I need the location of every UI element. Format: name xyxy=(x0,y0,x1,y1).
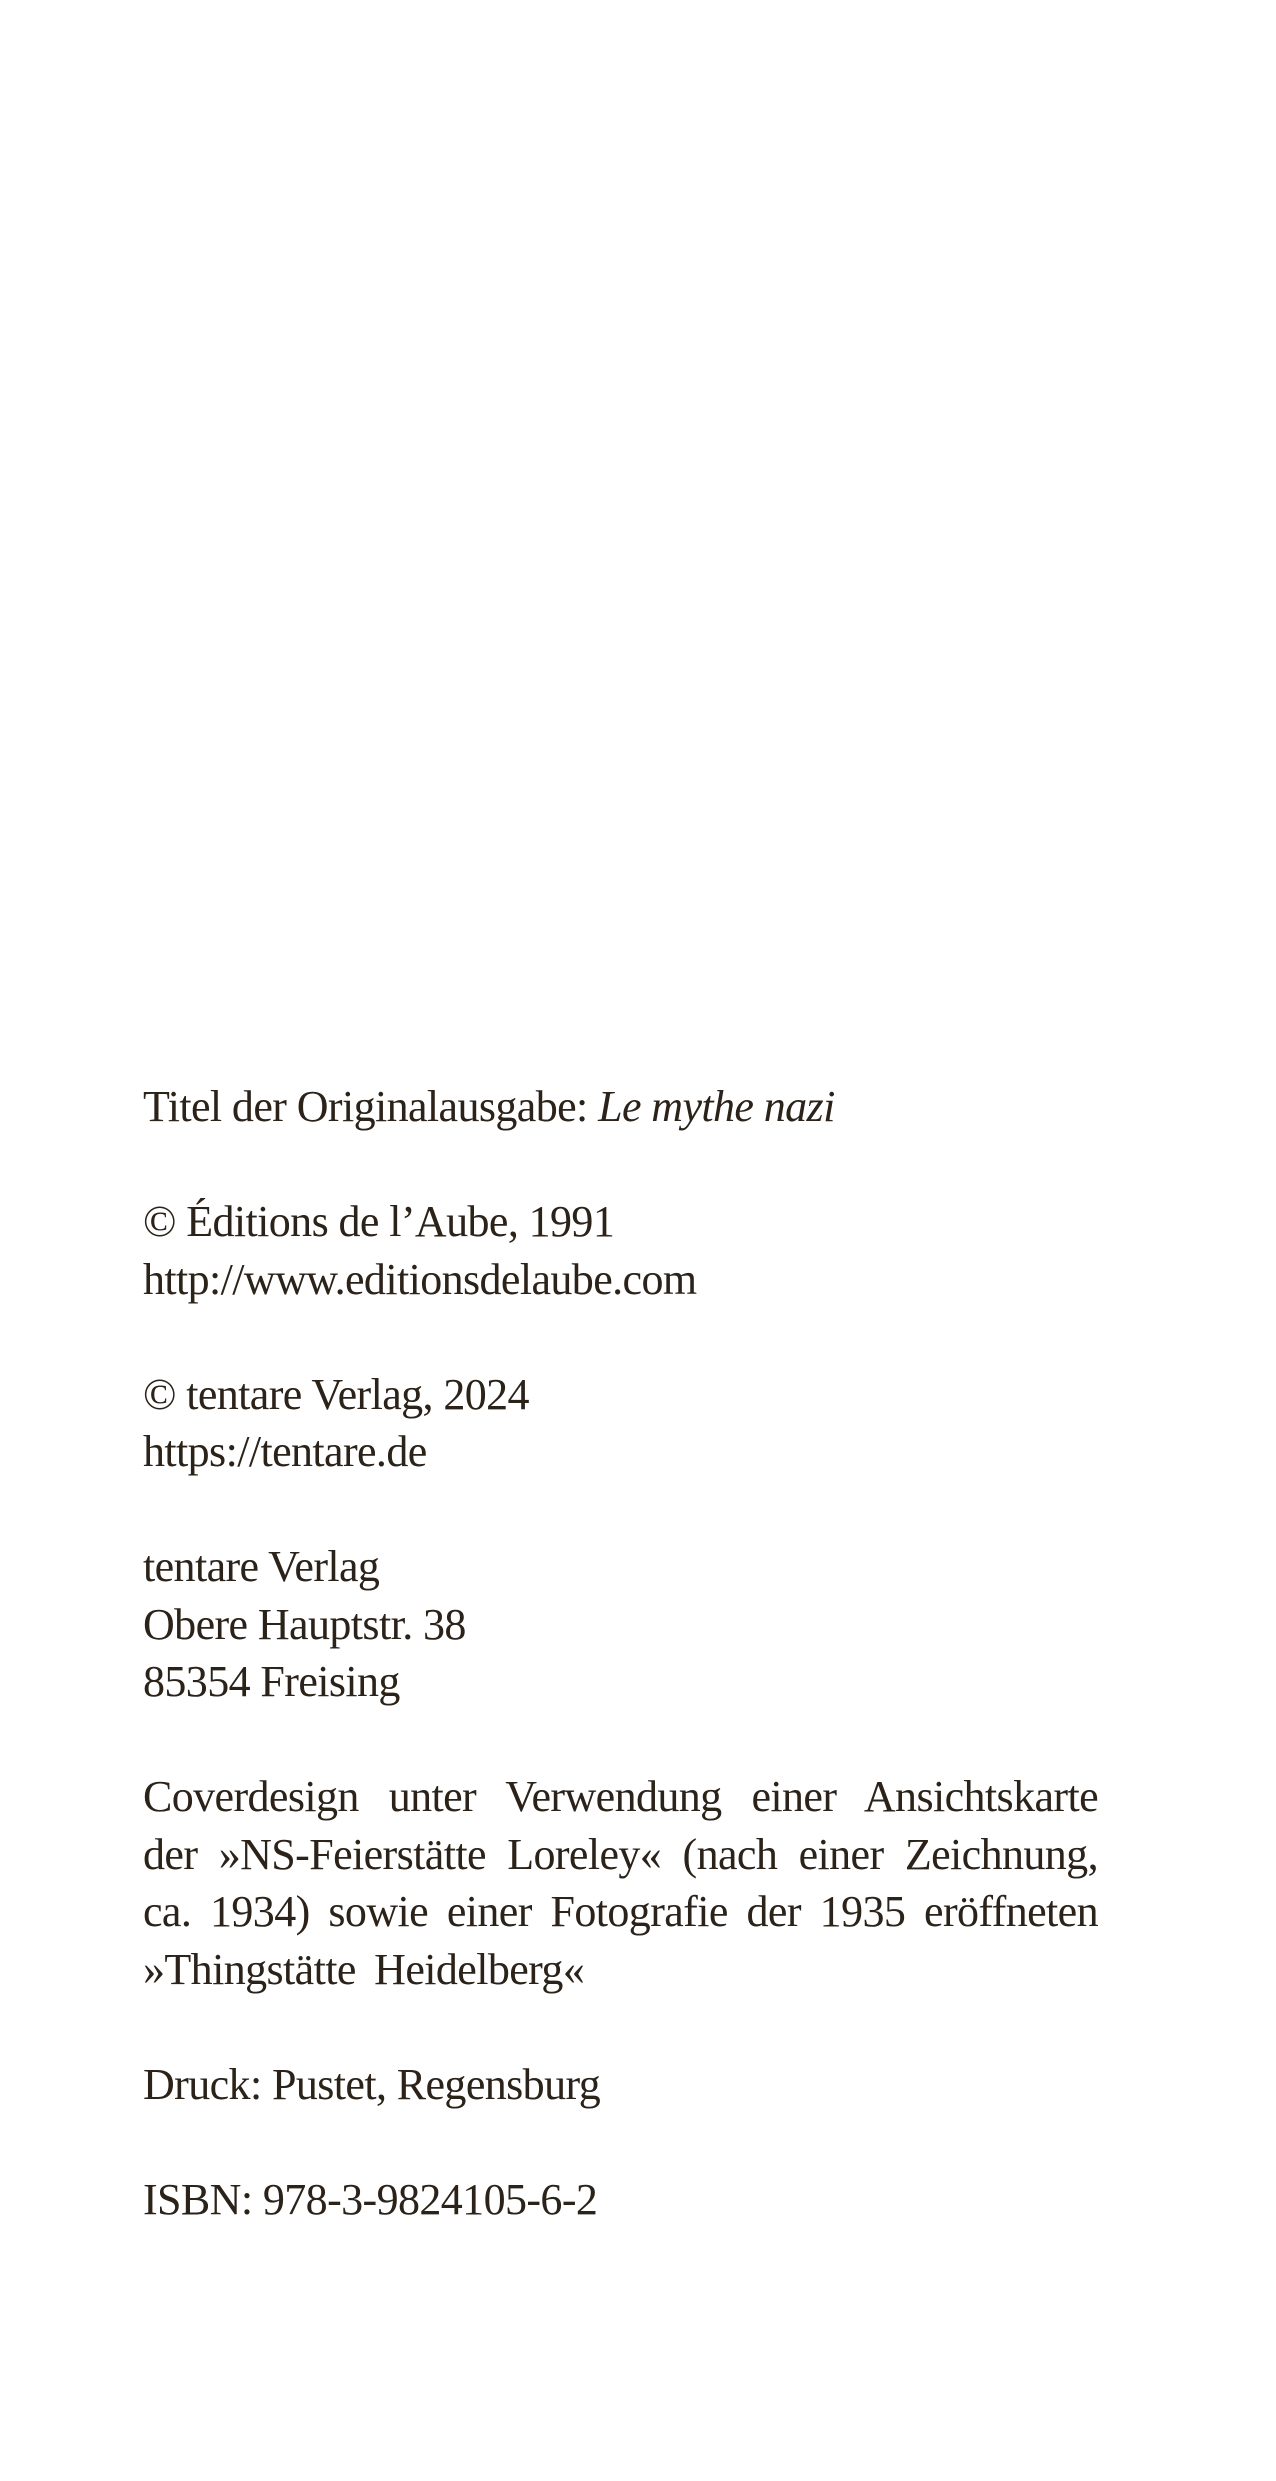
original-title-line xyxy=(143,1078,1098,1136)
publisher-copyright: © tentare Verlag, 2024 xyxy=(143,1369,529,1419)
isbn-block xyxy=(143,2171,1098,2229)
cover-credit-line: »Thingstätte Heidelberg« xyxy=(143,1944,585,1994)
publisher-url: https://tentare.de xyxy=(143,1427,427,1476)
cover-credit-line: ca. 1934) sowie einer Fotografie der 1935 eröffneten xyxy=(143,1887,1098,1936)
original-title-block xyxy=(143,1078,1098,1136)
printer-block xyxy=(143,2056,1098,2114)
original-publisher-copyright: © Éditions de l’Aube, 1991 xyxy=(143,1197,615,1246)
publisher-address-block xyxy=(143,1538,1098,1711)
cover-credit-line: der »NS-Feierstätte Loreley« (nach einer Zeichnung, xyxy=(143,1829,1098,1879)
printer-credit: Druck: Pustet, Regensburg xyxy=(143,2059,601,2109)
imprint-page xyxy=(143,1078,1098,2286)
original-title: Le mythe nazi xyxy=(598,1082,835,1131)
publisher-city: 85354 Freising xyxy=(143,1657,400,1706)
cover-credit-line: Coverdesign unter Verwendung einer Ansichtskarte xyxy=(143,1772,1098,1821)
publisher-copyright-block xyxy=(143,1366,1098,1481)
original-publisher-block xyxy=(143,1193,1098,1308)
publisher-street: Obere Hauptstr. 38 xyxy=(143,1599,466,1649)
original-publisher-url: http://www.editionsdelaube.com xyxy=(143,1254,697,1304)
publisher-name: tentare Verlag xyxy=(143,1542,380,1591)
isbn: ISBN: 978-3-9824105-6-2 xyxy=(143,2174,598,2224)
cover-credit-paragraph xyxy=(143,1768,1098,1998)
original-title-label: Titel der Originalausgabe: xyxy=(143,1082,599,1131)
